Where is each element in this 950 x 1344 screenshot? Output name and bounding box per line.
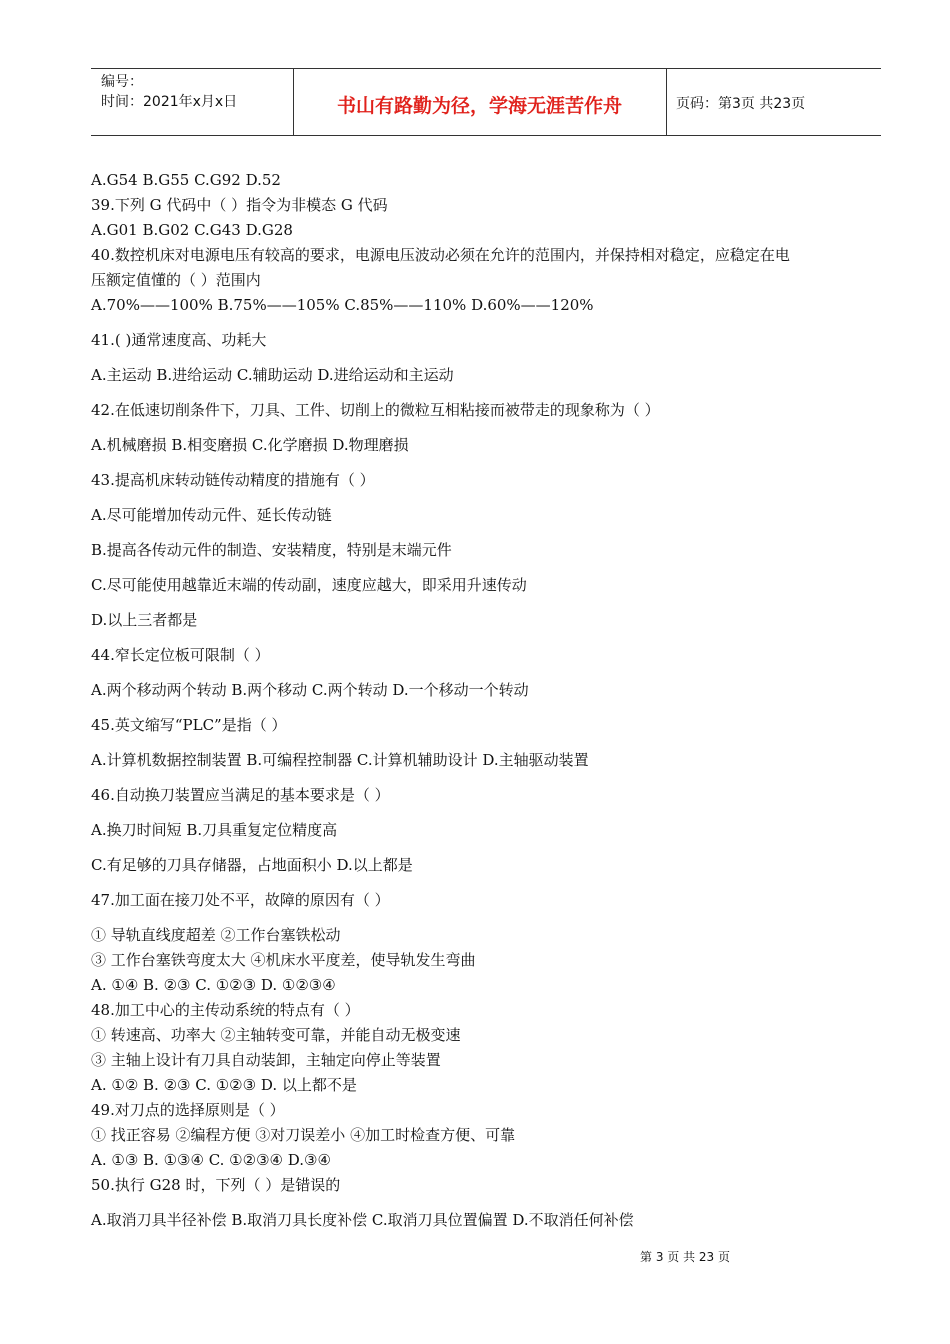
question-line: A.计算机数据控制装置 B.可编程控制器 C.计算机辅助设计 D.主轴驱动装置: [91, 751, 589, 769]
question-line: A.G01 B.G02 C.G43 D.G28: [91, 221, 293, 239]
question-line: A.两个移动两个转动 B.两个移动 C.两个转动 D.一个移动一个转动: [91, 681, 529, 699]
question-line: 46.自动换刀装置应当满足的基本要求是（ ）: [91, 786, 390, 804]
question-line: 50.执行 G28 时，下列（ ）是错误的: [91, 1176, 341, 1194]
question-line: A. ①② B. ②③ C. ①②③ D. 以上都不是: [91, 1076, 357, 1094]
question-line: 40.数控机床对电源电压有较高的要求，电源电压波动必须在允许的范围内，并保持相对稳定，应稳定在电: [91, 246, 790, 264]
header-motto: 书山有路勤为径，学海无涯苦作舟: [336, 95, 622, 117]
question-line: 42.在低速切削条件下，刀具、工件、切削上的微粒互相粘接而被带走的现象称为（ ）: [91, 401, 660, 419]
question-line: 44.窄长定位板可限制（ ）: [91, 646, 270, 664]
header-info: [101, 72, 237, 112]
question-line: A. ①③ B. ①③④ C. ①②③④ D.③④: [91, 1151, 331, 1169]
question-line: 39.下列 G 代码中（ ）指令为非模态 G 代码: [91, 196, 388, 214]
question-line: A.尽可能增加传动元件、延长传动链: [91, 506, 332, 524]
header-page-info: 页码：第3页 共23页: [676, 96, 806, 112]
header-bottom-rule: [91, 135, 881, 136]
question-line: 压额定值懂的（ ）范围内: [91, 271, 261, 289]
question-line: A. ①④ B. ②③ C. ①②③ D. ①②③④: [91, 976, 336, 994]
question-line: ① 找正容易 ②编程方便 ③对刀误差小 ④加工时检查方便、可靠: [91, 1126, 516, 1144]
question-line: D.以上三者都是: [91, 611, 198, 629]
header-time: 时间：2021年x月x日: [101, 94, 238, 110]
question-line: A.机械磨损 B.相变磨损 C.化学磨损 D.物理磨损: [91, 436, 409, 454]
question-line: 48.加工中心的主传动系统的特点有（ ）: [91, 1001, 360, 1019]
question-line: A.主运动 B.进给运动 C.辅助运动 D.进给运动和主运动: [91, 366, 454, 384]
question-line: 49.对刀点的选择原则是（ ）: [91, 1101, 285, 1119]
question-line: A.换刀时间短 B.刀具重复定位精度高: [91, 821, 338, 839]
question-line: C.有足够的刀具存储器，占地面积小 D.以上都是: [91, 856, 413, 874]
question-line: B.提高各传动元件的制造、安装精度，特别是末端元件: [91, 541, 452, 559]
question-line: A.70%——100% B.75%——105% C.85%——110% D.60%——120%: [91, 296, 594, 314]
question-line: ③ 工作台塞铁弯度太大 ④机床水平度差，使导轨发生弯曲: [91, 951, 476, 969]
question-line: A.取消刀具半径补偿 B.取消刀具长度补偿 C.取消刀具位置偏置 D.不取消任何补偿: [91, 1211, 634, 1229]
question-line: ③ 主轴上设计有刀具自动装卸，主轴定向停止等装置: [91, 1051, 441, 1069]
question-line: A.G54 B.G55 C.G92 D.52: [91, 171, 281, 189]
question-line: 45.英文缩写“PLC”是指（ ）: [91, 716, 287, 734]
question-line: 47.加工面在接刀处不平，故障的原因有（ ）: [91, 891, 390, 909]
question-line: C.尽可能使用越靠近末端的传动副，速度应越大，即采用升速传动: [91, 576, 527, 594]
question-line: ① 转速高、功率大 ②主轴转变可靠，并能自动无极变速: [91, 1026, 461, 1044]
page-footer: 第 3 页 共 23 页: [640, 1250, 730, 1264]
question-line: 43.提高机床转动链传动精度的措施有（ ）: [91, 471, 375, 489]
header-divider-right: [666, 68, 667, 135]
header-top-rule: [91, 68, 881, 69]
question-line: ① 导轨直线度超差 ②工作台塞铁松动: [91, 926, 341, 944]
question-line: 41.( )通常速度高、功耗大: [91, 331, 267, 349]
header-number: 编号：: [101, 74, 143, 90]
